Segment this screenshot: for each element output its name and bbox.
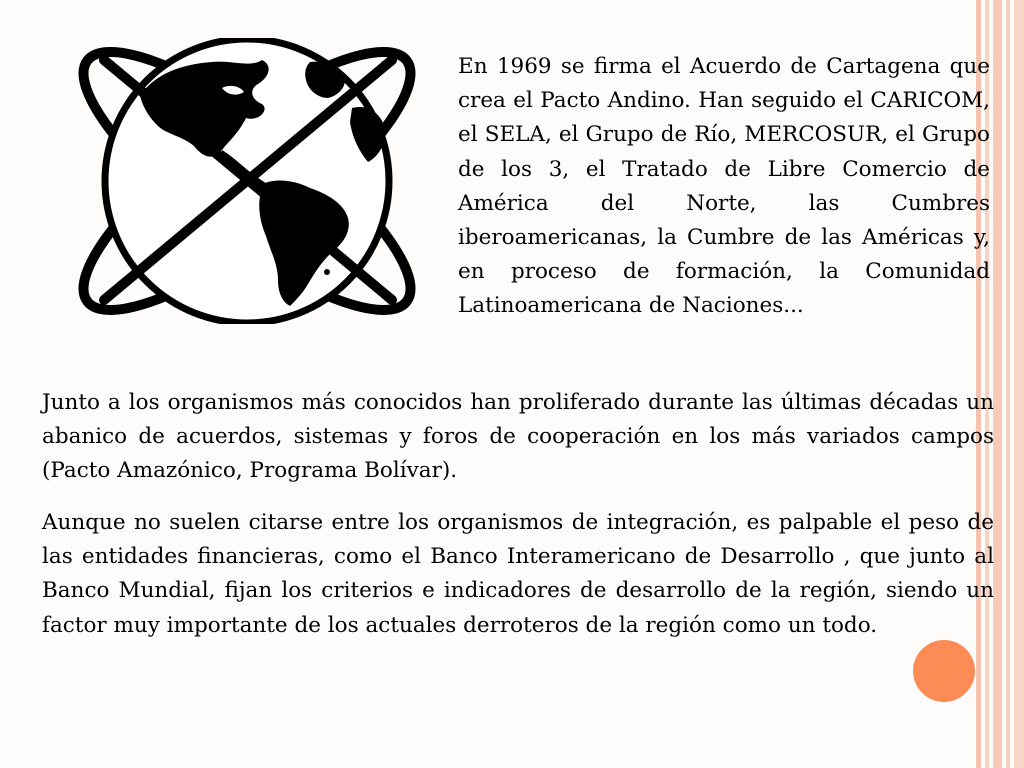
- border-stripe: [1006, 0, 1010, 768]
- paragraph-cooperation-forums: Junto a los organismos más conocidos han proliferado durante las últimas décadas un abanico de acuerdos, sistemas y foros de cooperación en los más variados campos (Pacto Amazónico, Programa Bolívar).: [42, 390, 994, 484]
- border-stripe: [993, 0, 1002, 768]
- border-stripe: [1014, 0, 1024, 768]
- paragraph-andean-pact: En 1969 se firma el Acuerdo de Cartagena que crea el Pacto Andino. Han seguido el CARICOM, el SELA, el Grupo de Río, MERCOSUR, el Grupo de los 3, el Tratado de Libre Comercio de América del Norte, las Cumbres iberoamericanas, la Cumbre de las Américas y, en proceso de formación, la Comunidad Latinoamericana de Naciones...: [458, 54, 990, 319]
- paragraph-financial-entities: Aunque no suelen citarse entre los organismos de integración, es palpable el peso de las entidades financieras, como el Banco Interamericano de Desarrollo , que junto al Banco Mundial, fijan los criterios e indicadores de desarrollo de la región, siendo un factor muy importante de los actuales derroteros de la región como un todo.: [42, 510, 994, 638]
- accent-circle: [913, 640, 975, 702]
- globe-with-orbits-icon: [62, 38, 432, 324]
